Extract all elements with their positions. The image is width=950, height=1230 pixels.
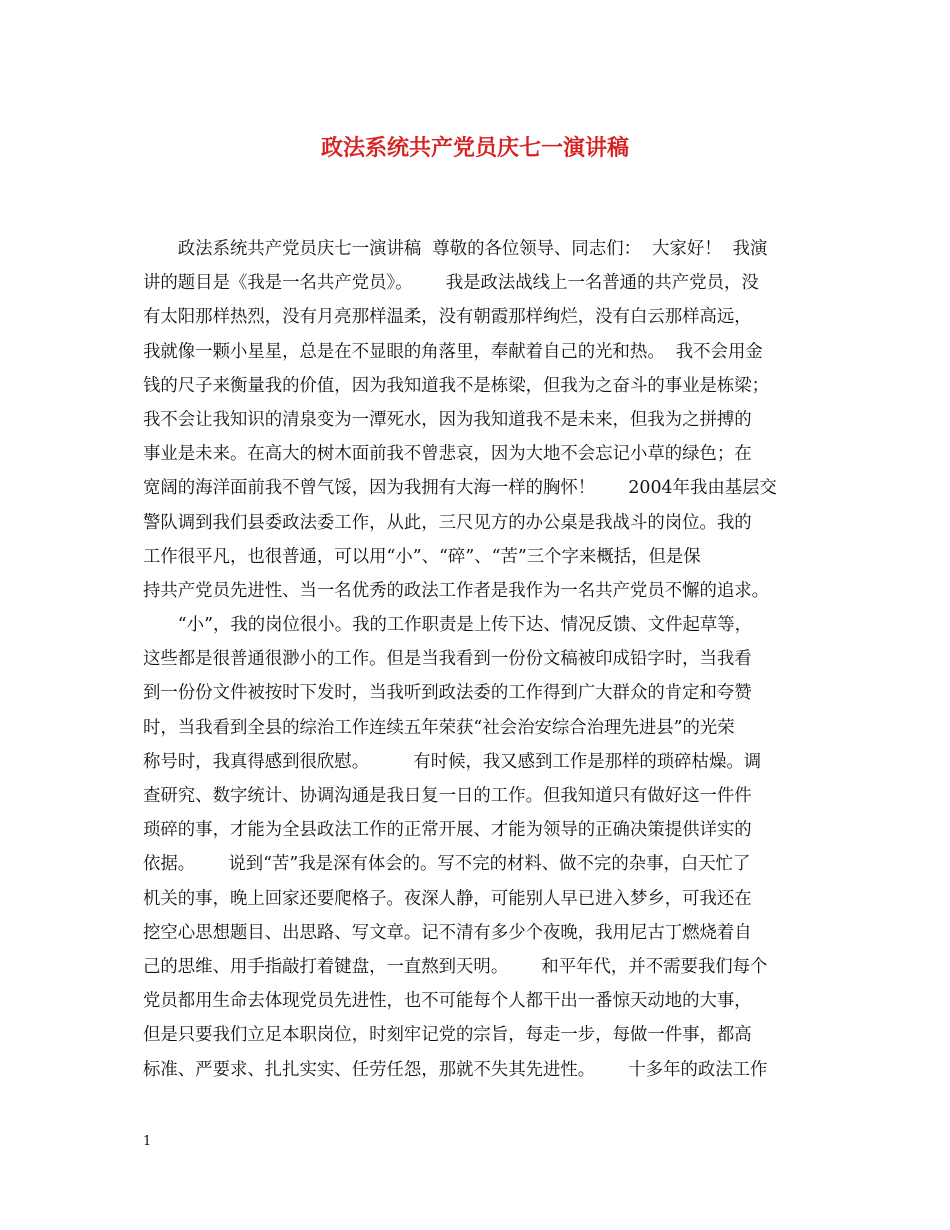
document-body [143, 232, 811, 1087]
body-line: 挖空心思想题目、出思路、写文章。记不清有多少个夜晚，我用尼古丁燃烧着自 [143, 922, 752, 943]
body-line: 机关的事，晚上回家还要爬格子。夜深人静，可能别人早已进入梦乡，可我还在 [143, 888, 752, 909]
body-line: 宽阔的海洋面前我不曾气馁，因为我拥有大海一样的胸怀！ 2004年我由基层交 [143, 478, 777, 499]
body-line: 党员都用生命去体现党员先进性，也不可能每个人都干出一番惊天动地的大事， [143, 991, 752, 1012]
body-line: 警队调到我们县委政法委工作，从此，三尺见方的办公桌是我战斗的岗位。我的 [143, 512, 752, 533]
body-line: 有太阳那样热烈，没有月亮那样温柔，没有朝霞那样绚烂，没有白云那样高远， [143, 307, 752, 328]
body-line: 政法系统共产党员庆七一演讲稿 尊敬的各位领导、同志们： 大家好！ 我演 [143, 239, 768, 259]
body-line: 事业是未来。在高大的树木面前我不曾悲哀，因为大地不会忘记小草的绿色；在 [143, 444, 752, 465]
body-line: 我不会让我知识的清泉变为一潭死水，因为我知道我不是未来，但我为之拼搏的 [143, 409, 752, 430]
body-line: 依据。 说到“苦”我是深有体会的。写不完的材料、做不完的杂事，白天忙了 [143, 854, 751, 875]
page-number: 1 [143, 1134, 152, 1149]
body-line: 标准、严要求、扎扎实实、任劳任怨，那就不失其先进性。 十多年的政法工作 [143, 1059, 768, 1080]
body-line: 持共产党员先进性、当一名优秀的政法工作者是我作为一名共产党员不懈的追求。 [143, 580, 770, 601]
body-line: 己的思维、用手指敲打着键盘，一直熬到天明。 和平年代，并不需要我们每个 [143, 956, 768, 977]
body-line: 到一份份文件被按时下发时，当我听到政法委的工作得到广大群众的肯定和夸赞 [143, 683, 752, 704]
body-line: 但是只要我们立足本职岗位，时刻牢记党的宗旨，每走一步，每做一件事，都高 [143, 1025, 752, 1046]
document-title: 政法系统共产党员庆七一演讲稿 [320, 135, 629, 161]
body-line: 查研究、数字统计、协调沟通是我日复一日的工作。但我知道只有做好这一件件 [143, 786, 752, 806]
body-line: 我就像一颗小星星，总是在不显眼的角落里，奉献着自己的光和热。 我不会用金 [143, 341, 763, 362]
body-line: 这些都是很普通很渺小的工作。但是当我看到一份份文稿被印成铅字时，当我看 [143, 649, 752, 670]
body-line: 称号时，我真得感到很欣慰。 有时候，我又感到工作是那样的琐碎枯燥。调 [143, 751, 762, 772]
body-line: 讲的题目是《我是一名共产党员》。 我是政法战线上一名普通的共产党员，没 [143, 273, 759, 294]
body-line: 时，当我看到全县的综治工作连续五年荣获“社会治安综合治理先进县”的光荣 [143, 717, 735, 738]
body-line: 琐碎的事，才能为全县政法工作的正常开展、才能为领导的正确决策提供详实的 [143, 820, 752, 841]
body-line: “小”，我的岗位很小。我的工作职责是上传下达、情况反馈、文件起草等， [143, 615, 753, 636]
body-line: 工作很平凡，也很普通，可以用“小”、“碎”、“苦”三个字来概括，但是保 [143, 546, 701, 567]
body-line: 钱的尺子来衡量我的价值，因为我知道我不是栋梁，但我为之奋斗的事业是栋梁； [143, 375, 770, 396]
